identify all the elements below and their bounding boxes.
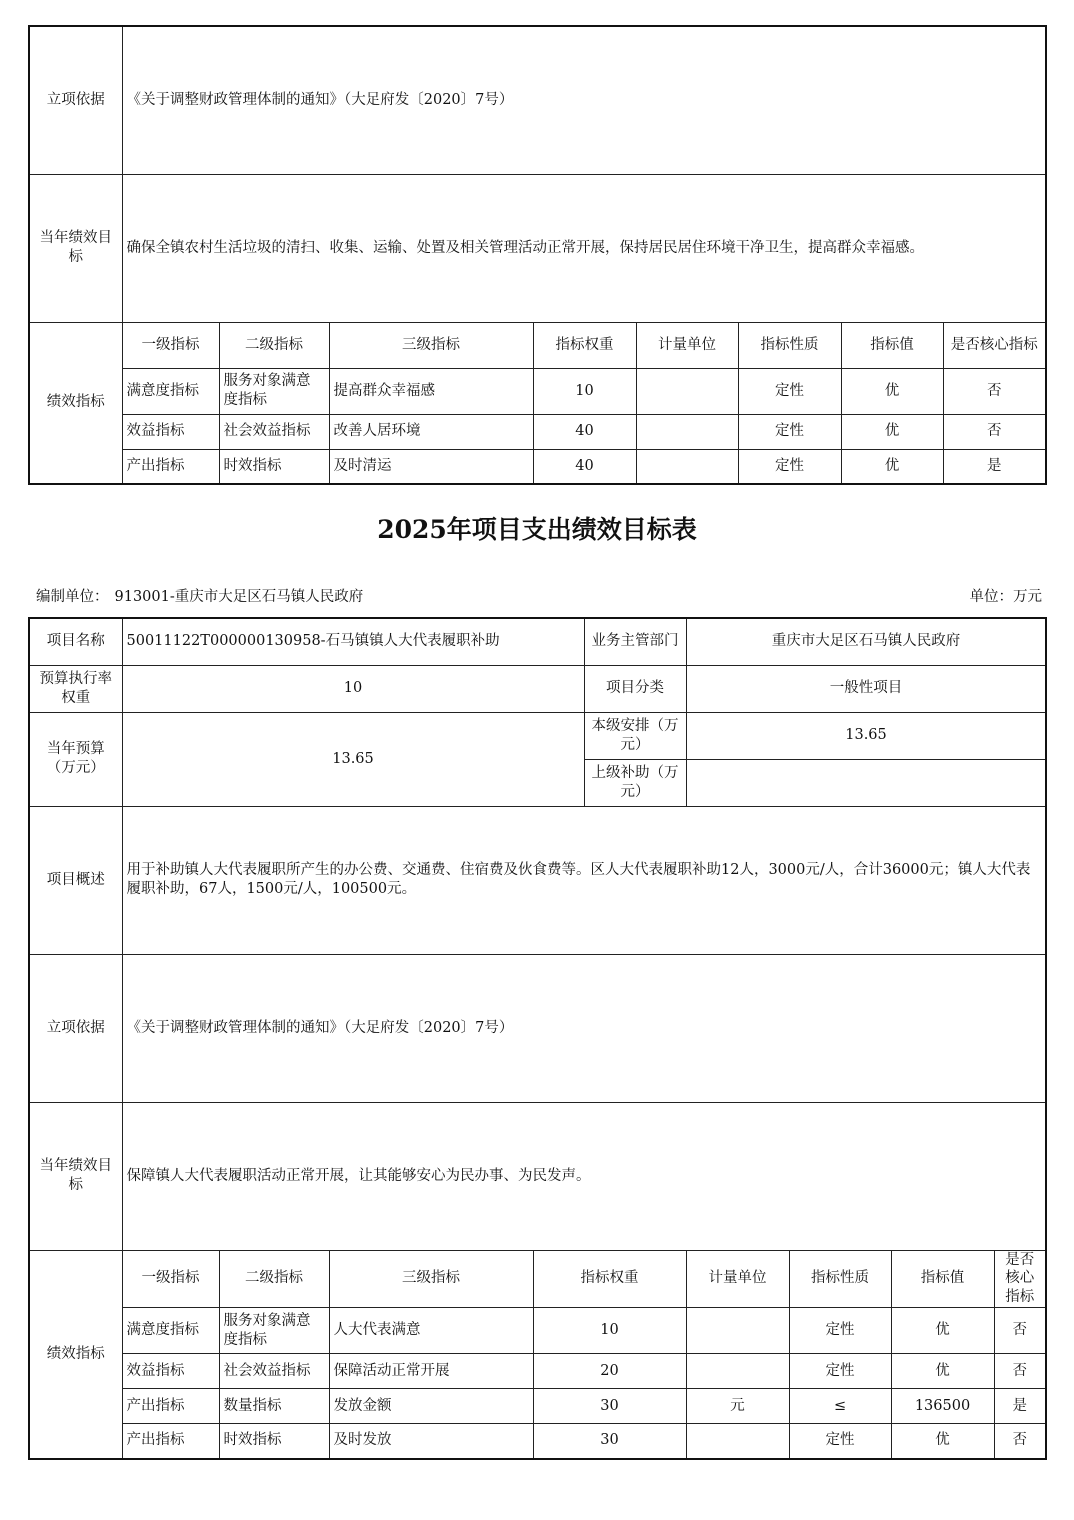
cell: 10 <box>533 368 636 414</box>
cell: 及时清运 <box>329 449 533 484</box>
header-unit: 计量单位 <box>636 322 738 368</box>
cell: 40 <box>533 414 636 449</box>
header-level1: 一级指标 <box>122 1250 219 1308</box>
cell: 产出指标 <box>122 1424 219 1459</box>
upper-subsidy-label: 上级补助（万元） <box>584 759 686 806</box>
goal-text: 保障镇人大代表履职活动正常开展，让其能够安心为民办事、为民发声。 <box>122 1102 1046 1250</box>
project-name-label: 项目名称 <box>29 618 122 665</box>
dept-label: 业务主管部门 <box>584 618 686 665</box>
cell: 否 <box>994 1424 1046 1459</box>
compiling-unit-value: 913001-重庆市大足区石马镇人民政府 <box>114 589 364 605</box>
previous-project-table <box>28 25 1047 485</box>
header-weight: 指标权重 <box>533 1250 686 1308</box>
page-title: 2025年项目支出绩效目标表 <box>377 515 697 544</box>
basis-label: 立项依据 <box>29 954 122 1102</box>
cell: 社会效益指标 <box>219 414 329 449</box>
header-level3: 三级指标 <box>329 1250 533 1308</box>
header-value: 指标值 <box>841 322 943 368</box>
table-row <box>29 1424 1046 1459</box>
basis-text: 《关于调整财政管理体制的通知》（大足府发〔2020〕7号） <box>122 954 1046 1102</box>
cell <box>636 449 738 484</box>
cell: 改善人居环境 <box>329 414 533 449</box>
cell: 优 <box>841 368 943 414</box>
dept-value: 重庆市大足区石马镇人民政府 <box>686 618 1046 665</box>
rate-weight-label: 预算执行率权重 <box>29 665 122 712</box>
cell: 时效指标 <box>219 449 329 484</box>
header-core: 是否核心指标 <box>943 322 1046 368</box>
table-row <box>29 1308 1046 1354</box>
table-row <box>29 449 1046 484</box>
cell: 否 <box>943 414 1046 449</box>
cell: 产出指标 <box>122 1389 219 1424</box>
cell: 30 <box>533 1389 686 1424</box>
cell: 优 <box>841 414 943 449</box>
cell: 优 <box>891 1308 994 1354</box>
cell: 提高群众幸福感 <box>329 368 533 414</box>
cell: 是 <box>943 449 1046 484</box>
cell: 否 <box>943 368 1046 414</box>
cell: 定性 <box>789 1354 891 1389</box>
currency-unit: 单位：万元 <box>969 589 1042 605</box>
header-level3: 三级指标 <box>329 322 533 368</box>
table-row <box>29 1354 1046 1389</box>
table-row <box>29 368 1046 414</box>
project-table <box>28 617 1047 1460</box>
cell: 是 <box>994 1389 1046 1424</box>
budget-label: 当年预算（万元） <box>29 712 122 806</box>
header-weight: 指标权重 <box>533 322 636 368</box>
cell: 10 <box>533 1308 686 1354</box>
table-row <box>29 1389 1046 1424</box>
budget-value: 13.65 <box>122 712 584 806</box>
cell: 定性 <box>789 1424 891 1459</box>
goal-text: 确保全镇农村生活垃圾的清扫、收集、运输、处置及相关管理活动正常开展，保持居民居住环境干净卫生，提高群众幸福感。 <box>122 174 1046 322</box>
header-value: 指标值 <box>891 1250 994 1308</box>
header-level2: 二级指标 <box>219 322 329 368</box>
header-unit: 计量单位 <box>686 1250 789 1308</box>
cell <box>636 368 738 414</box>
cell: 定性 <box>738 368 841 414</box>
cell <box>686 1354 789 1389</box>
compiling-unit <box>36 585 369 606</box>
cell: 产出指标 <box>122 449 219 484</box>
header-nature: 指标性质 <box>738 322 841 368</box>
cell: 定性 <box>789 1308 891 1354</box>
cell: 定性 <box>738 414 841 449</box>
header-level2: 二级指标 <box>219 1250 329 1308</box>
cell: 定性 <box>738 449 841 484</box>
cell: 人大代表满意 <box>329 1308 533 1354</box>
cell: 时效指标 <box>219 1424 329 1459</box>
cell: 136500 <box>891 1389 994 1424</box>
cell: 优 <box>891 1354 994 1389</box>
basis-label: 立项依据 <box>29 26 122 174</box>
cell <box>636 414 738 449</box>
header-level1: 一级指标 <box>122 322 219 368</box>
cell: 满意度指标 <box>122 1308 219 1354</box>
project-name-value: 50011122T000000130958-石马镇镇人大代表履职补助 <box>122 618 584 665</box>
cell: 效益指标 <box>122 1354 219 1389</box>
category-label: 项目分类 <box>584 665 686 712</box>
cell <box>686 1308 789 1354</box>
cell: 元 <box>686 1389 789 1424</box>
cell: 优 <box>841 449 943 484</box>
cell: 服务对象满意度指标 <box>219 1308 329 1354</box>
cell: 及时发放 <box>329 1424 533 1459</box>
cell: 否 <box>994 1354 1046 1389</box>
cell: 40 <box>533 449 636 484</box>
header-nature: 指标性质 <box>789 1250 891 1308</box>
cell: 优 <box>891 1424 994 1459</box>
overview-text: 用于补助镇人大代表履职所产生的办公费、交通费、住宿费及伙食费等。区人大代表履职补助12人，3000元/人，合计36000元；镇人大代表履职补助，67人，1500元/人，100500元。 <box>122 806 1046 954</box>
local-arrangement-label: 本级安排（万元） <box>584 712 686 759</box>
perf-label: 绩效指标 <box>29 322 122 484</box>
table-row <box>29 414 1046 449</box>
cell: 否 <box>994 1308 1046 1354</box>
upper-subsidy-value <box>686 759 1046 806</box>
basis-text: 《关于调整财政管理体制的通知》（大足府发〔2020〕7号） <box>122 26 1046 174</box>
perf-label: 绩效指标 <box>29 1250 122 1459</box>
cell: 数量指标 <box>219 1389 329 1424</box>
overview-label: 项目概述 <box>29 806 122 954</box>
cell: 服务对象满意度指标 <box>219 368 329 414</box>
cell: 20 <box>533 1354 686 1389</box>
local-arrangement-value: 13.65 <box>686 712 1046 759</box>
cell: ≤ <box>789 1389 891 1424</box>
category-value: 一般性项目 <box>686 665 1046 712</box>
compiling-unit-label: 编制单位： <box>36 589 109 605</box>
rate-weight-value: 10 <box>122 665 584 712</box>
cell: 效益指标 <box>122 414 219 449</box>
header-core: 是否核心指标 <box>994 1250 1046 1308</box>
goal-label: 当年绩效目标 <box>29 1102 122 1250</box>
cell: 30 <box>533 1424 686 1459</box>
cell: 发放金额 <box>329 1389 533 1424</box>
cell: 满意度指标 <box>122 368 219 414</box>
cell: 社会效益指标 <box>219 1354 329 1389</box>
goal-label: 当年绩效目标 <box>29 174 122 322</box>
cell: 保障活动正常开展 <box>329 1354 533 1389</box>
cell <box>686 1424 789 1459</box>
